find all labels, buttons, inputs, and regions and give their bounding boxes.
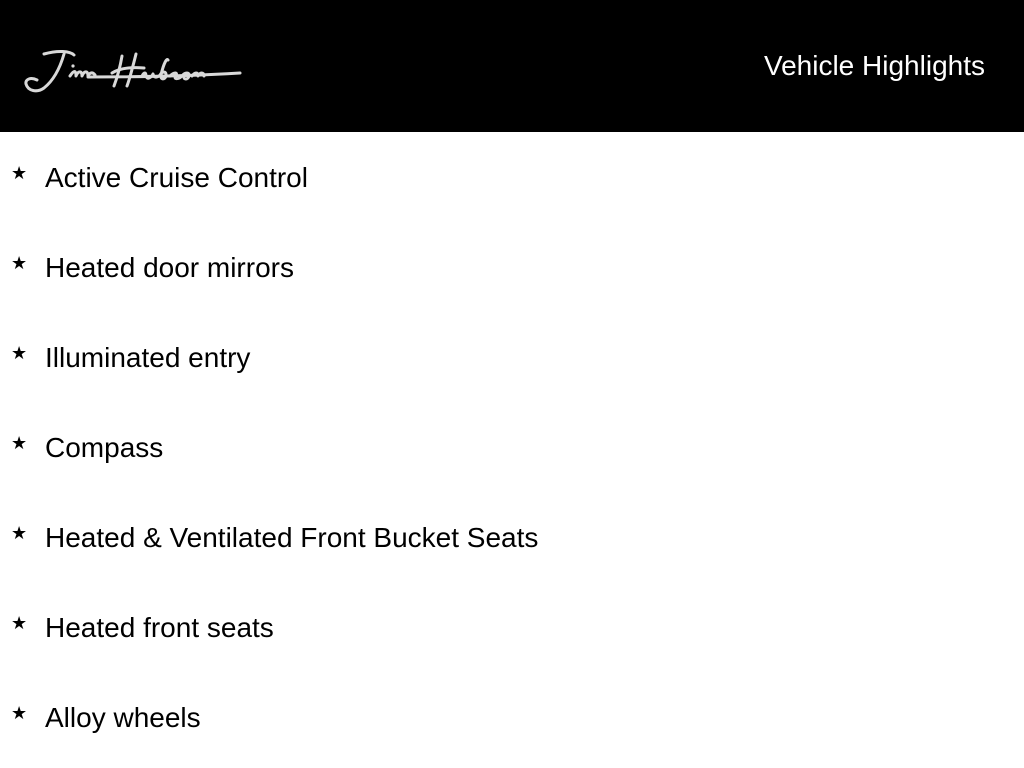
page-title: Vehicle Highlights <box>763 50 985 81</box>
star-icon: ★ <box>11 343 28 364</box>
highlight-label: Heated & Ventilated Front Bucket Seats <box>45 522 539 553</box>
list-item <box>0 312 1024 402</box>
star-icon: ★ <box>11 613 28 634</box>
list-item <box>0 672 1024 762</box>
star-icon: ★ <box>11 523 28 544</box>
jim-hudson-signature-logo <box>20 46 244 96</box>
list-item <box>0 492 1024 582</box>
highlight-label: Alloy wheels <box>45 702 201 733</box>
list-item <box>0 132 1024 222</box>
list-item <box>0 222 1024 312</box>
star-icon: ★ <box>11 433 28 454</box>
highlight-label: Illuminated entry <box>45 342 251 373</box>
highlight-label: Compass <box>45 432 164 463</box>
star-icon: ★ <box>11 163 28 184</box>
highlight-label: Heated door mirrors <box>45 252 294 283</box>
star-icon: ★ <box>11 253 28 274</box>
highlight-label: Heated front seats <box>45 612 274 643</box>
star-icon: ★ <box>11 703 28 724</box>
highlight-label: Active Cruise Control <box>45 162 308 193</box>
list-item <box>0 402 1024 492</box>
list-item <box>0 582 1024 672</box>
vehicle-highlights-list <box>0 132 1024 762</box>
header-bar <box>0 0 1024 132</box>
